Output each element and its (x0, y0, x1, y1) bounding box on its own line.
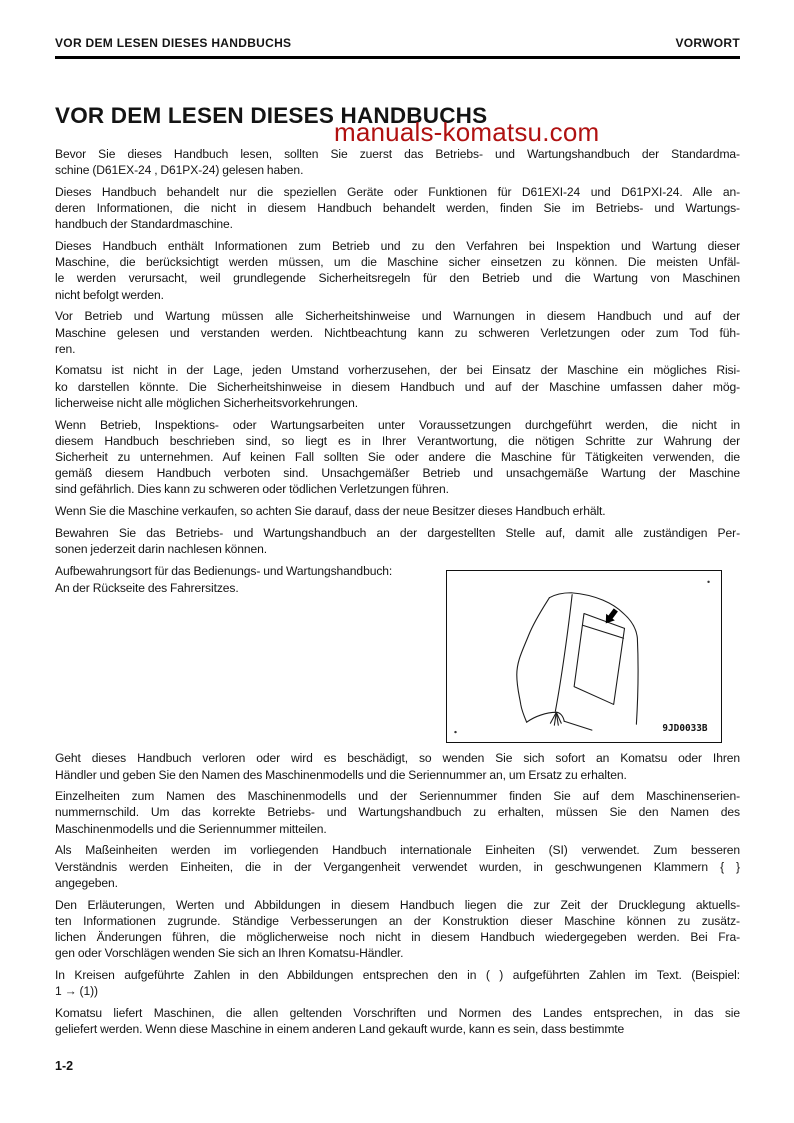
text-line: Händler und geben Sie den Namen des Maschinenmodells und die Seriennummer an, um Ersatz zu erhalten. (55, 767, 627, 782)
text-line: geliefert werden. Wenn diese Maschine in einem anderen Land gekauft wurde, kann es sein, dass bestimmte (55, 1021, 625, 1036)
text-line: Komatsu ist nicht in der Lage, jeden Umstand vorherzusehen, der bei Einsatz der Maschine ein mögliches Risi- (55, 363, 740, 378)
pocket-flap-line (583, 626, 624, 639)
text-line: sind gefährlich. Dies kann zu schweren oder tödlichen Verletzungen führen. (55, 482, 449, 497)
text-line: ren. (55, 341, 76, 356)
paragraph (55, 362, 740, 411)
text-line: gemäß diesem Handbuch verboten sind. Unsachgemäßer Betrieb und unsachgemäße Wartung der Maschine (55, 466, 740, 481)
watermark-text: manuals-komatsu.com (334, 117, 600, 147)
seat-figure (446, 570, 722, 743)
paragraph (55, 1005, 740, 1037)
text-line: lichen Änderungen führen, die möglicherweise noch nicht in diesem Handbuch wiedergegeben werden. Bei Fra- (55, 929, 740, 944)
scan-dot-top-right (707, 581, 709, 583)
paragraph (55, 238, 740, 303)
seat-illustration (447, 571, 721, 742)
text-line: schine (D61EX-24 , D61PX-24) gelesen haben. (55, 163, 304, 178)
text-line: Vor Betrieb und Wartung müssen alle Sicherheitshinweise und Warnungen in diesem Handbuch und auf der (55, 309, 740, 324)
text-line: Maschinenmodells und die Seriennummer mitteilen. (55, 821, 327, 836)
paragraph (55, 788, 740, 837)
paragraph (55, 146, 740, 178)
text-line: deren Informationen, die nicht in diesem Handbuch behandelt werden, finden Sie im Betriebs- und Wartungs- (55, 201, 740, 216)
text-line: Aufbewahrungsort für das Bedienungs- und Wartungshandbuch: (55, 563, 393, 578)
text-line: nicht befolgt werden. (55, 287, 164, 302)
text-line: Dieses Handbuch enthält Informationen zum Betrieb und zu den Verfahren bei Inspektion und Wartung dieser (55, 239, 740, 254)
paragraph (55, 750, 740, 782)
text-line: diesem Handbuch beschrieben sind, so liegt es in Ihrer Verantwortung, die nötigen Schritte zur Wahrung der (55, 433, 740, 448)
page-title: VOR DEM LESEN DIESES HANDBUCHS (55, 103, 488, 128)
text-line: Wenn Sie die Maschine verkaufen, so achten Sie darauf, dass der neue Besitzer dieses Handbuch erhält. (55, 504, 606, 519)
paragraph (55, 842, 740, 891)
seat-inner-line (555, 595, 572, 712)
text-line: handbuch der Standardmaschine. (55, 217, 233, 232)
paragraphs-before-figure (55, 146, 740, 579)
paragraph (55, 417, 740, 498)
text-line: 1 → (1)) (55, 984, 98, 999)
text-line: ten Informationen zugrunde. Ständige Verbesserungen an der Konstruktion dieser Maschine können zu zusätz- (55, 913, 740, 928)
paragraph (55, 525, 740, 557)
text-line: In Kreisen aufgeführte Zahlen in den Abbildungen entsprechen den in ( ) aufgeführten Zahlen im Text. (Beispiel: (55, 967, 740, 982)
paragraph (55, 897, 740, 962)
figure-row (55, 580, 740, 740)
seat-outline (549, 593, 638, 724)
paragraph (55, 184, 740, 233)
text-line: Sicherheit zu unternehmen. Auf keinen Fall sollten Sie oder andere die Maschine für Tätigkeiten verwenden, die (55, 449, 740, 464)
text-line: Einzelheiten zum Namen des Maschinenmodells und der Seriennummer finden Sie auf dem Maschinenserien- (55, 789, 740, 804)
scan-dot-bottom-left (454, 731, 456, 733)
text-line: ko darstellen könnte. Die Sicherheitshinweise in diesem Handbuch und auf der Maschine umfassen daher mög- (55, 379, 740, 394)
paragraph (55, 967, 740, 999)
page-number: 1-2 (55, 1059, 74, 1073)
header-right-section: VORWORT (675, 36, 740, 50)
header-rule (55, 56, 740, 59)
body-content (55, 146, 740, 1043)
paragraph (55, 308, 740, 357)
seat-left-edge (517, 598, 550, 723)
text-line: Als Maßeinheiten werden im vorliegenden Handbuch internationale Einheiten (SI) verwendet. Zum besseren (55, 843, 740, 858)
text-line: nummernschild. Um das korrekte Betriebs- und Wartungshandbuch zu erhalten, müssen Sie den Namen des (55, 805, 740, 820)
figure-location-text: An der Rückseite des Fahrersitzes. (55, 581, 239, 596)
text-line: Geht dieses Handbuch verloren oder wird es beschädigt, so wenden Sie sich sofort an Komatsu oder Ihren (55, 751, 740, 766)
page-header (55, 36, 740, 50)
figure-code: 9JD0033B (662, 723, 708, 735)
text-line: Komatsu liefert Maschinen, die allen geltenden Vorschriften und Normen des Landes entsprechen, in das sie (55, 1005, 740, 1020)
seat-bottom-line (564, 722, 592, 731)
text-line: Maschine gelesen und verstanden werden. Nichtbeachtung kann zu schweren Verletzungen oder zum Tod füh- (55, 325, 740, 340)
text-line: sonen jederzeit darin nachlesen können. (55, 541, 268, 556)
paragraph (55, 503, 740, 519)
text-line: le werden verursacht, weil grundlegende Sicherheitsregeln für den Betrieb und die Wartung von Maschinen (55, 271, 740, 286)
text-line: angegeben. (55, 875, 118, 890)
text-line: Dieses Handbuch behandelt nur die speziellen Geräte oder Funktionen für D61EXI-24 und D61PXI-24. Alle an- (55, 184, 740, 199)
header-left-title: VOR DEM LESEN DIESES HANDBUCHS (55, 36, 292, 50)
text-line: Maschine, die berücksichtigt werden müssen, um die Maschine sicher einsetzen zu können. Die meisten Unfäl- (55, 255, 740, 270)
text-line: Bevor Sie dieses Handbuch lesen, sollten Sie zuerst das Betriebs- und Wartungshandbuch der Standardma- (55, 147, 740, 161)
text-line: Verständnis werden Einheiten, die in der Vergangenheit verwendet wurden, in geschwungenen Klammern { } (55, 859, 740, 874)
text-line: Den Erläuterungen, Werten und Abbildungen in diesem Handbuch liegen die zur Zeit der Drucklegung aktuells- (55, 897, 740, 912)
text-line: Wenn Betrieb, Inspektions- oder Wartungsarbeiten unter Voraussetzungen durchgeführt werden, die nicht in (55, 417, 740, 432)
pocket-outline (574, 614, 624, 705)
text-line: Bewahren Sie das Betriebs- und Wartungshandbuch an der dargestellten Stelle auf, damit alle zuständigen Per- (55, 525, 740, 540)
text-line: gen oder Vorschlägen wenden Sie sich an Ihren Komatsu-Händler. (55, 946, 404, 961)
arrow-icon (606, 609, 618, 624)
paragraphs-after-figure (55, 750, 740, 1037)
text-line: licherweise nicht alle möglichen Sicherheitsvorkehrungen. (55, 395, 358, 410)
